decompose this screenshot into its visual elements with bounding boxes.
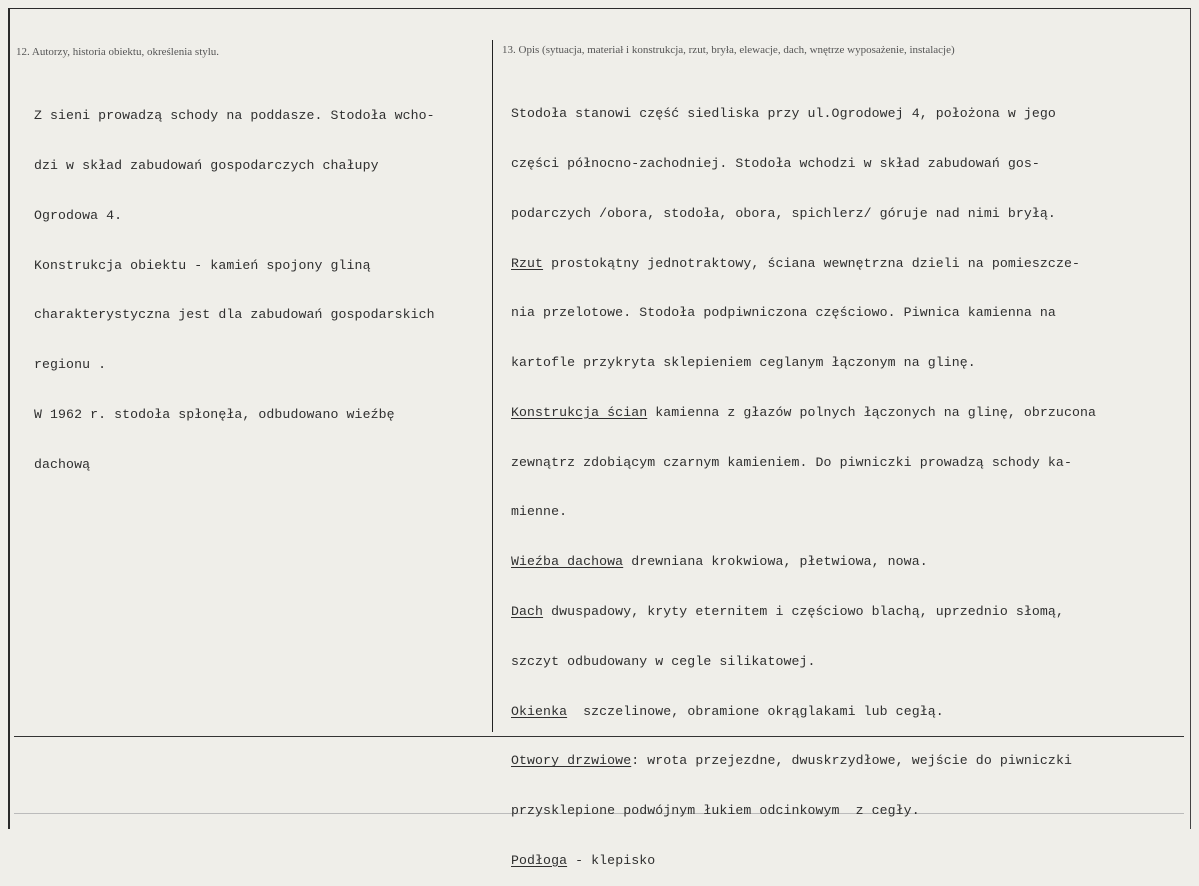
section-12-text [34, 75, 435, 490]
text-line: charakterystyczna jest dla zabudowań gospodarskich [34, 307, 435, 323]
text-run: prostokątny jednotraktowy, ściana wewnętrzna dzieli na pomieszcze- [543, 255, 1080, 271]
text-run: kamienna z głazów polnych łączonych na glinę, obrzucona [647, 404, 1097, 420]
text-line: regionu . [34, 357, 107, 373]
text-line: części północno-zachodniej. Stodoła wchodzi w skład zabudowań gos- [511, 155, 1040, 171]
text-line [511, 853, 1096, 870]
text-line [511, 704, 1096, 721]
text-line: Stodoła stanowi część siedliska przy ul.Ogrodowej 4, położona w jego [511, 106, 1056, 122]
section-13-header: 13. Opis (sytuacja, materiał i konstrukcja, rzut, bryła, elewacje, dach, wnętrze wyposażenie, instalacje) [502, 44, 955, 56]
text-line: dachową [34, 456, 91, 472]
heading-rzut: Rzut [511, 255, 544, 271]
text-line: Konstrukcja obiektu - kamień spojony gliną [34, 257, 371, 273]
column-divider [492, 40, 493, 732]
heading-podloga: Podłoga [511, 852, 568, 868]
section-13-text [511, 73, 1096, 886]
text-line: podarczych /obora, stodoła, obora, spichlerz/ góruje nad nimi bryłą. [511, 205, 1056, 221]
text-line [511, 405, 1096, 422]
text-line: zewnątrz zdobiącym czarnym kamieniem. Do piwniczki prowadzą schody ka- [511, 454, 1072, 470]
text-run: drewniana krokwiowa, płetwiowa, nowa. [623, 554, 928, 570]
text-line: przysklepione podwójnym łukiem odcinkowym z cegły. [511, 803, 920, 819]
text-line: W 1962 r. stodoła spłonęła, odbudowano wieźbę [34, 406, 395, 422]
text-run: szczelinowe, obramione okrąglakami lub cegłą. [567, 703, 944, 719]
text-line: Ogrodowa 4. [34, 207, 123, 223]
text-line: dzi w skład zabudowań gospodarczych chałupy [34, 157, 379, 173]
heading-konstrukcja-scian: Konstrukcja ścian [511, 404, 648, 420]
text-line [511, 604, 1096, 621]
section-12-header: 12. Autorzy, historia obiektu, określenia stylu. [16, 46, 220, 58]
text-run: - klepisko [567, 852, 656, 868]
text-line: szczyt odbudowany w cegle silikatowej. [511, 653, 816, 669]
text-run: : wrota przejezdne, dwuskrzydłowe, wejście do piwniczki [631, 753, 1072, 769]
text-line [511, 554, 1096, 571]
text-line: nia przelotowe. Stodoła podpiwniczona częściowo. Piwnica kamienna na [511, 305, 1056, 321]
heading-wiezba-dachowa: Wieźba dachowa [511, 554, 624, 570]
text-line [511, 256, 1096, 273]
text-run: dwuspadowy, kryty eternitem i częściowo blachą, uprzednio słomą, [543, 604, 1064, 619]
heading-dach: Dach [511, 604, 544, 619]
text-line: mienne. [511, 504, 568, 520]
heading-otwory-drzwiowe: Otwory drzwiowe [511, 753, 632, 769]
heading-okienka: Okienka [511, 703, 568, 719]
text-line: Z sieni prowadzą schody na poddasze. Stodoła wcho- [34, 108, 435, 124]
text-line: kartofle przykryta sklepieniem ceglanym łączonym na glinę. [511, 355, 976, 371]
text-line [511, 753, 1096, 770]
